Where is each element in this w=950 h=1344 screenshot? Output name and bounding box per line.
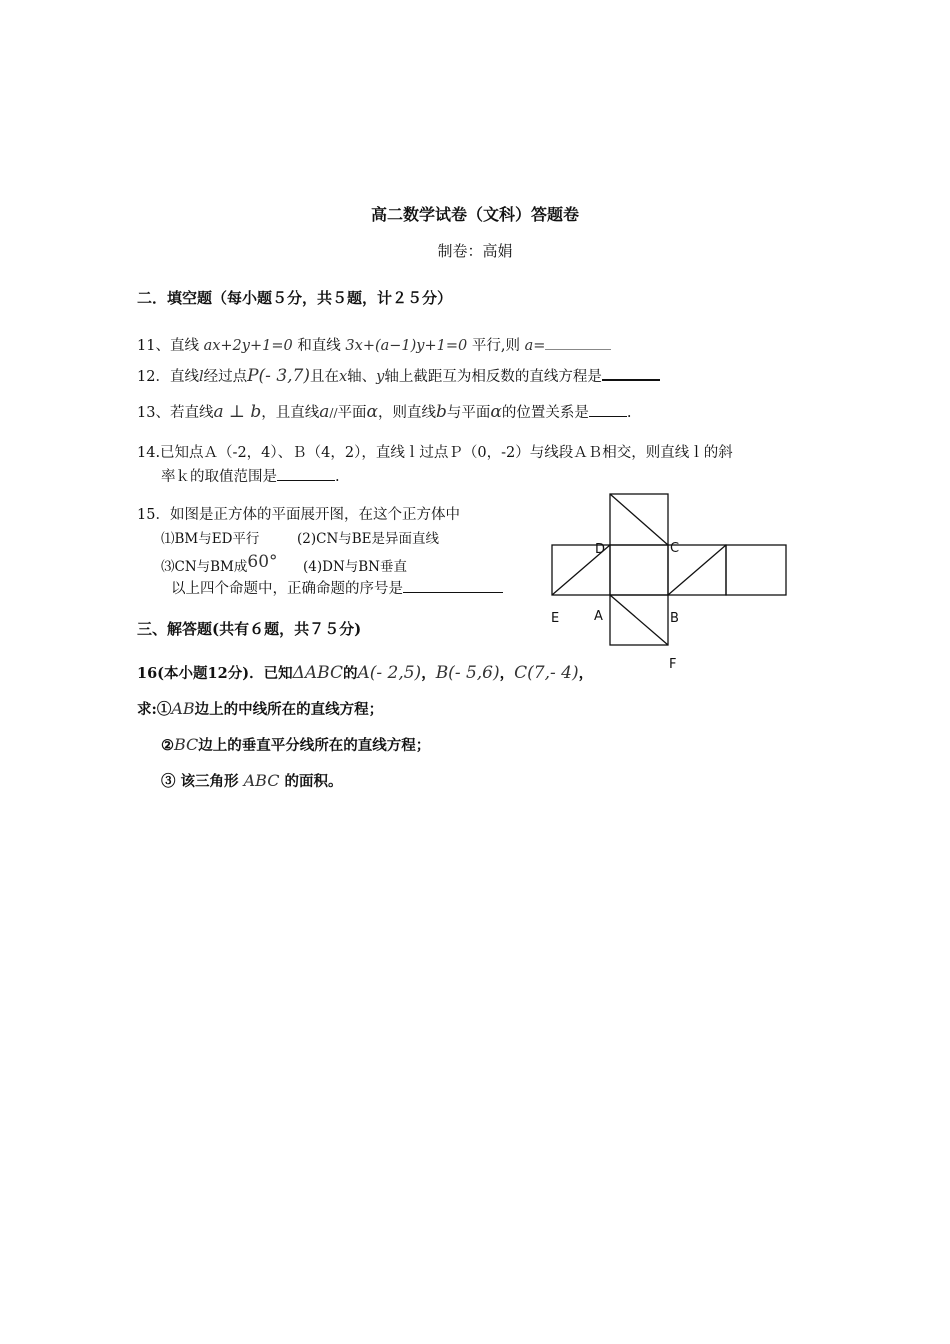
- question-16-part-2: [161, 735, 430, 756]
- q12-y-symbol: y: [376, 369, 385, 385]
- q12-text: 轴、: [347, 369, 377, 385]
- question-12: [137, 366, 660, 387]
- vertex-label-d: D: [595, 542, 606, 557]
- q14-answer-blank[interactable]: [277, 480, 335, 481]
- q12-text: 轴上截距互为相反数的直线方程是: [384, 369, 602, 385]
- q16-part-1-text: 边上的中线所在的直线方程；: [194, 701, 384, 718]
- vertex-label-f: F: [669, 657, 677, 672]
- q16-ask: 求:①: [137, 701, 172, 718]
- q13-text: 若直线: [169, 405, 214, 421]
- q12-line-symbol: l: [198, 369, 204, 385]
- q15-text: ⑶CN与BM成: [161, 559, 248, 575]
- question-15-prop-2: (2)CN与BE是异面直线: [297, 531, 440, 547]
- q13-text: ，且直线: [261, 405, 320, 421]
- q16-circled-2: ②: [161, 737, 174, 754]
- q13-period: .: [626, 405, 632, 421]
- author-line: 制卷：高娟: [437, 242, 513, 260]
- q16-text: 的: [342, 665, 358, 682]
- q11-number: 11、: [137, 338, 170, 354]
- q16-segment-bc: BC: [174, 735, 199, 754]
- q12-number: 12．: [137, 369, 170, 385]
- q13-line-b: b: [435, 402, 447, 422]
- q15-answer-blank[interactable]: [403, 592, 503, 593]
- q16-point-a: A(- 2,5): [357, 663, 422, 683]
- question-15-line-4: [171, 579, 503, 599]
- diagonal-bottom: [610, 595, 668, 645]
- vertex-label-e: E: [551, 611, 560, 626]
- q12-text: 经过点: [203, 369, 248, 385]
- q12-text: 且在: [309, 369, 339, 385]
- question-16-part-1: [137, 699, 383, 720]
- q13-text: 的位置关系是: [501, 405, 589, 421]
- net-face-center: [610, 545, 668, 595]
- q11-variable: a=: [524, 338, 546, 354]
- q16-part-2-text: 边上的垂直平分线所在的直线方程；: [198, 737, 431, 754]
- q16-point-b: B(- 5,6): [435, 663, 500, 683]
- q16-separator: ，: [499, 665, 515, 682]
- page-title: 高二数学试卷（文科）答题卷: [370, 205, 579, 224]
- q15-angle: 60°: [247, 552, 278, 572]
- vertex-label-a: A: [594, 609, 603, 624]
- q14-period: .: [335, 469, 340, 485]
- q13-answer-blank[interactable]: [589, 416, 627, 417]
- q14-text: 率ｋ的取值范围是: [161, 469, 277, 485]
- q13-text: 平面: [337, 405, 367, 421]
- diagonal-top: [610, 494, 668, 545]
- section-answer: 三、解答题(共有６题，共７５分): [137, 620, 362, 638]
- q15-text: 以上四个命题中，正确命题的序号是: [171, 581, 403, 597]
- question-15-prop-4: (4)DN与BN垂直: [303, 559, 407, 575]
- q11-equation-2: 3x+(a−1)y+1=0: [345, 338, 468, 354]
- question-15-line-1: 15．如图是正方体的平面展开图，在这个正方体中: [137, 507, 460, 523]
- q13-text: ，则直线: [377, 405, 436, 421]
- q13-plane-alpha: α: [366, 402, 378, 422]
- cube-net-figure: [545, 488, 805, 678]
- q13-perpendicular: a ⊥ b: [213, 402, 262, 422]
- q16-triangle: ΔABC: [292, 663, 343, 683]
- q16-point-c: C(7,- 4): [514, 663, 579, 683]
- q16-separator: ，: [578, 665, 594, 682]
- q13-number: 13、: [137, 405, 170, 421]
- q13-plane-alpha: α: [490, 402, 502, 422]
- q13-text: 与平面: [446, 405, 491, 421]
- q16-circled-3: ③ 该三角形: [161, 773, 239, 790]
- question-14-line-1: 14.已知点Ａ（-2，4）、Ｂ（4，2），直线ｌ过点Ｐ（0，-2）与线段ＡＢ相交，则直线ｌ的斜: [137, 445, 733, 461]
- question-13: [137, 402, 631, 423]
- q13-line-a: a: [319, 402, 330, 422]
- section-fill-blank: 二．填空题（每小题５分，共５题，计２５分）: [137, 289, 453, 307]
- q11-text: 平行,则: [471, 338, 520, 354]
- q16-triangle-abc: ABC: [243, 771, 280, 790]
- vertex-label-b: B: [670, 611, 679, 626]
- q13-parallel-symbol: //: [329, 406, 338, 420]
- vertex-label-c: C: [670, 541, 680, 556]
- q11-answer-blank[interactable]: [545, 349, 611, 350]
- q11-text: 直线: [169, 338, 199, 354]
- q16-segment-ab: AB: [171, 699, 195, 718]
- question-14-line-2: [161, 467, 340, 487]
- q12-text: 直线: [169, 369, 199, 385]
- q12-answer-blank[interactable]: [602, 379, 660, 381]
- q11-equation-1: ax+2y+1=0: [203, 338, 293, 354]
- q11-text: 和直线: [297, 338, 341, 354]
- net-face-far-right: [726, 545, 786, 595]
- q16-part-3-text: 的面积。: [284, 773, 343, 790]
- q16-text: 16(本小题12分)．已知: [137, 665, 293, 682]
- question-15-prop-1: ⑴BM与ED平行: [161, 531, 260, 547]
- question-16-part-3: [161, 771, 343, 792]
- q12-x-symbol: x: [338, 369, 348, 385]
- q12-point: P(- 3,7): [247, 366, 310, 386]
- question-16-head: [137, 663, 593, 684]
- question-15-prop-3: [161, 552, 278, 577]
- q16-separator: ，: [421, 665, 436, 682]
- question-11: [137, 336, 611, 356]
